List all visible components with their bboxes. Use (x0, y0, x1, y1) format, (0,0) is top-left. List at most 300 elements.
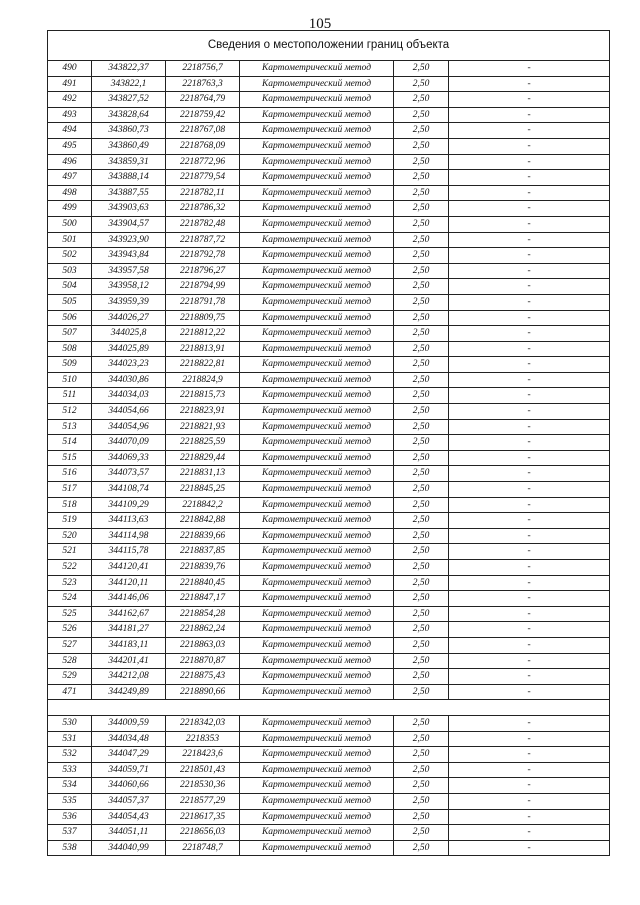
table-row (48, 185, 610, 201)
coord-y-cell: 2218840,45 (166, 575, 240, 591)
point-number-cell: 513 (48, 419, 92, 435)
coord-x-cell: 344113,63 (92, 513, 166, 529)
method-cell: Картометрический метод (240, 123, 394, 139)
coord-x-cell: 344115,78 (92, 544, 166, 560)
table-row (48, 622, 610, 638)
note-cell: - (449, 123, 610, 139)
point-number-cell: 531 (48, 731, 92, 747)
method-cell: Картометрический метод (240, 419, 394, 435)
coord-y-cell: 2218530,36 (166, 778, 240, 794)
note-cell: - (449, 637, 610, 653)
coord-x-cell: 343888,14 (92, 170, 166, 186)
coord-x-cell: 344070,09 (92, 435, 166, 451)
coord-x-cell: 343822,37 (92, 61, 166, 77)
coord-y-cell: 2218501,43 (166, 762, 240, 778)
point-number-cell: 532 (48, 747, 92, 763)
table-row (48, 310, 610, 326)
accuracy-cell: 2,50 (394, 809, 449, 825)
accuracy-cell: 2,50 (394, 591, 449, 607)
coord-y-cell: 2218831,13 (166, 466, 240, 482)
table-row (48, 450, 610, 466)
table-row (48, 170, 610, 186)
accuracy-cell: 2,50 (394, 778, 449, 794)
method-cell: Картометрический метод (240, 326, 394, 342)
point-number-cell: 497 (48, 170, 92, 186)
accuracy-cell: 2,50 (394, 248, 449, 264)
accuracy-cell: 2,50 (394, 138, 449, 154)
accuracy-cell: 2,50 (394, 326, 449, 342)
coord-x-cell: 343828,64 (92, 107, 166, 123)
note-cell: - (449, 310, 610, 326)
coord-y-cell: 2218787,72 (166, 232, 240, 248)
method-cell: Картометрический метод (240, 76, 394, 92)
coord-y-cell: 2218759,42 (166, 107, 240, 123)
note-cell: - (449, 76, 610, 92)
method-cell: Картометрический метод (240, 185, 394, 201)
method-cell: Картометрический метод (240, 731, 394, 747)
coord-x-cell: 344054,43 (92, 809, 166, 825)
note-cell: - (449, 185, 610, 201)
coord-y-cell: 2218423,6 (166, 747, 240, 763)
note-cell: - (449, 747, 610, 763)
point-number-cell: 492 (48, 92, 92, 108)
accuracy-cell: 2,50 (394, 544, 449, 560)
table-row (48, 404, 610, 420)
accuracy-cell: 2,50 (394, 232, 449, 248)
point-number-cell: 508 (48, 341, 92, 357)
point-number-cell: 504 (48, 279, 92, 295)
table-row (48, 107, 610, 123)
accuracy-cell: 2,50 (394, 669, 449, 685)
coord-y-cell: 2218794,99 (166, 279, 240, 295)
accuracy-cell: 2,50 (394, 388, 449, 404)
coord-y-cell: 2218829,44 (166, 450, 240, 466)
table-row (48, 216, 610, 232)
table-row (48, 263, 610, 279)
coord-x-cell: 344034,48 (92, 731, 166, 747)
note-cell: - (449, 825, 610, 841)
coord-x-cell: 344054,66 (92, 404, 166, 420)
coord-y-cell: 2218821,93 (166, 419, 240, 435)
method-cell: Картометрический метод (240, 154, 394, 170)
table-row (48, 684, 610, 700)
table-row (48, 61, 610, 77)
accuracy-cell: 2,50 (394, 279, 449, 295)
point-number-cell: 529 (48, 669, 92, 685)
coord-x-cell: 344023,23 (92, 357, 166, 373)
table-row (48, 341, 610, 357)
point-number-cell: 496 (48, 154, 92, 170)
point-number-cell: 515 (48, 450, 92, 466)
coord-y-cell: 2218837,85 (166, 544, 240, 560)
table-row (48, 528, 610, 544)
accuracy-cell: 2,50 (394, 482, 449, 498)
method-cell: Картометрический метод (240, 357, 394, 373)
accuracy-cell: 2,50 (394, 762, 449, 778)
note-cell: - (449, 372, 610, 388)
note-cell: - (449, 575, 610, 591)
accuracy-cell: 2,50 (394, 450, 449, 466)
note-cell: - (449, 263, 610, 279)
coord-y-cell: 2218823,91 (166, 404, 240, 420)
method-cell: Картометрический метод (240, 825, 394, 841)
table-row (48, 747, 610, 763)
coord-y-cell: 2218813,91 (166, 341, 240, 357)
table-row (48, 201, 610, 217)
method-cell: Картометрический метод (240, 482, 394, 498)
accuracy-cell: 2,50 (394, 497, 449, 513)
method-cell: Картометрический метод (240, 606, 394, 622)
accuracy-cell: 2,50 (394, 216, 449, 232)
coord-x-cell: 344181,27 (92, 622, 166, 638)
method-cell: Картометрический метод (240, 513, 394, 529)
note-cell: - (449, 61, 610, 77)
note-cell: - (449, 809, 610, 825)
coord-y-cell: 2218577,29 (166, 793, 240, 809)
table-row (48, 575, 610, 591)
point-number-cell: 511 (48, 388, 92, 404)
accuracy-cell: 2,50 (394, 341, 449, 357)
point-number-cell: 530 (48, 715, 92, 731)
method-cell: Картометрический метод (240, 92, 394, 108)
table-row (48, 388, 610, 404)
method-cell: Картометрический метод (240, 622, 394, 638)
coord-y-cell: 2218847,17 (166, 591, 240, 607)
coord-y-cell: 2218863,03 (166, 637, 240, 653)
coord-x-cell: 344109,29 (92, 497, 166, 513)
table-row (48, 357, 610, 373)
point-number-cell: 517 (48, 482, 92, 498)
coord-x-cell: 344025,8 (92, 326, 166, 342)
coord-x-cell: 344059,71 (92, 762, 166, 778)
point-number-cell: 495 (48, 138, 92, 154)
table-row (48, 606, 610, 622)
note-cell: - (449, 341, 610, 357)
point-number-cell: 490 (48, 61, 92, 77)
method-cell: Картометрический метод (240, 591, 394, 607)
accuracy-cell: 2,50 (394, 622, 449, 638)
coord-x-cell: 343860,49 (92, 138, 166, 154)
coord-y-cell: 2218768,09 (166, 138, 240, 154)
coord-x-cell: 344114,98 (92, 528, 166, 544)
accuracy-cell: 2,50 (394, 560, 449, 576)
point-number-cell: 538 (48, 840, 92, 856)
method-cell: Картометрический метод (240, 248, 394, 264)
method-cell: Картометрический метод (240, 435, 394, 451)
method-cell: Картометрический метод (240, 138, 394, 154)
point-number-cell: 537 (48, 825, 92, 841)
note-cell: - (449, 326, 610, 342)
point-number-cell: 500 (48, 216, 92, 232)
accuracy-cell: 2,50 (394, 731, 449, 747)
method-cell: Картометрический метод (240, 294, 394, 310)
accuracy-cell: 2,50 (394, 840, 449, 856)
separator-row (48, 700, 610, 716)
method-cell: Картометрический метод (240, 684, 394, 700)
method-cell: Картометрический метод (240, 310, 394, 326)
coord-x-cell: 344120,11 (92, 575, 166, 591)
note-cell: - (449, 482, 610, 498)
point-number-cell: 498 (48, 185, 92, 201)
point-number-cell: 526 (48, 622, 92, 638)
note-cell: - (449, 248, 610, 264)
table-row (48, 76, 610, 92)
point-number-cell: 536 (48, 809, 92, 825)
coord-y-cell: 2218353 (166, 731, 240, 747)
point-number-cell: 503 (48, 263, 92, 279)
coord-x-cell: 343860,73 (92, 123, 166, 139)
table-row (48, 92, 610, 108)
table-row (48, 591, 610, 607)
method-cell: Картометрический метод (240, 263, 394, 279)
method-cell: Картометрический метод (240, 388, 394, 404)
point-number-cell: 510 (48, 372, 92, 388)
note-cell: - (449, 528, 610, 544)
point-number-cell: 501 (48, 232, 92, 248)
table-row (48, 731, 610, 747)
coord-x-cell: 343903,63 (92, 201, 166, 217)
coord-x-cell: 344183,11 (92, 637, 166, 653)
coord-y-cell: 2218839,76 (166, 560, 240, 576)
method-cell: Картометрический метод (240, 61, 394, 77)
point-number-cell: 521 (48, 544, 92, 560)
note-cell: - (449, 419, 610, 435)
accuracy-cell: 2,50 (394, 653, 449, 669)
table-row (48, 809, 610, 825)
table-row (48, 669, 610, 685)
coord-y-cell: 2218842,88 (166, 513, 240, 529)
table-title: Сведения о местоположении границ объекта (48, 31, 610, 61)
point-number-cell: 509 (48, 357, 92, 373)
method-cell: Картометрический метод (240, 669, 394, 685)
point-number-cell: 535 (48, 793, 92, 809)
method-cell: Картометрический метод (240, 747, 394, 763)
method-cell: Картометрический метод (240, 279, 394, 295)
table-row (48, 123, 610, 139)
table-row (48, 560, 610, 576)
note-cell: - (449, 107, 610, 123)
table-row (48, 154, 610, 170)
coord-y-cell: 2218764,79 (166, 92, 240, 108)
coord-y-cell: 2218791,78 (166, 294, 240, 310)
note-cell: - (449, 684, 610, 700)
table-row (48, 248, 610, 264)
coord-y-cell: 2218656,03 (166, 825, 240, 841)
coord-x-cell: 343822,1 (92, 76, 166, 92)
coord-y-cell: 2218782,11 (166, 185, 240, 201)
coord-y-cell: 2218782,48 (166, 216, 240, 232)
coord-x-cell: 344051,11 (92, 825, 166, 841)
coord-y-cell: 2218815,73 (166, 388, 240, 404)
note-cell: - (449, 388, 610, 404)
note-cell: - (449, 138, 610, 154)
accuracy-cell: 2,50 (394, 435, 449, 451)
coord-y-cell: 2218796,27 (166, 263, 240, 279)
coord-x-cell: 344009,59 (92, 715, 166, 731)
note-cell: - (449, 154, 610, 170)
coord-x-cell: 343859,31 (92, 154, 166, 170)
coord-x-cell: 344025,89 (92, 341, 166, 357)
point-number-cell: 520 (48, 528, 92, 544)
accuracy-cell: 2,50 (394, 825, 449, 841)
note-cell: - (449, 435, 610, 451)
method-cell: Картометрический метод (240, 201, 394, 217)
coord-x-cell: 343943,84 (92, 248, 166, 264)
table-body (48, 31, 610, 856)
note-cell: - (449, 715, 610, 731)
coord-y-cell: 2218870,87 (166, 653, 240, 669)
point-number-cell: 514 (48, 435, 92, 451)
method-cell: Картометрический метод (240, 107, 394, 123)
accuracy-cell: 2,50 (394, 575, 449, 591)
coord-y-cell: 2218617,35 (166, 809, 240, 825)
table-row (48, 294, 610, 310)
coord-x-cell: 344054,96 (92, 419, 166, 435)
coord-y-cell: 2218822,81 (166, 357, 240, 373)
point-number-cell: 519 (48, 513, 92, 529)
note-cell: - (449, 170, 610, 186)
note-cell: - (449, 279, 610, 295)
coord-y-cell: 2218812,22 (166, 326, 240, 342)
table-title-row (48, 31, 610, 61)
coord-y-cell: 2218809,75 (166, 310, 240, 326)
point-number-cell: 471 (48, 684, 92, 700)
coord-y-cell: 2218748,7 (166, 840, 240, 856)
table-row (48, 544, 610, 560)
accuracy-cell: 2,50 (394, 170, 449, 186)
coord-y-cell: 2218772,96 (166, 154, 240, 170)
coord-x-cell: 344047,29 (92, 747, 166, 763)
table-row (48, 466, 610, 482)
coord-y-cell: 2218890,66 (166, 684, 240, 700)
note-cell: - (449, 622, 610, 638)
method-cell: Картометрический метод (240, 341, 394, 357)
coord-x-cell: 344249,89 (92, 684, 166, 700)
note-cell: - (449, 450, 610, 466)
point-number-cell: 525 (48, 606, 92, 622)
method-cell: Картометрический метод (240, 840, 394, 856)
coord-y-cell: 2218779,54 (166, 170, 240, 186)
accuracy-cell: 2,50 (394, 404, 449, 420)
coord-y-cell: 2218792,78 (166, 248, 240, 264)
method-cell: Картометрический метод (240, 528, 394, 544)
method-cell: Картометрический метод (240, 637, 394, 653)
table-row (48, 497, 610, 513)
table-row (48, 435, 610, 451)
coord-x-cell: 343887,55 (92, 185, 166, 201)
coord-x-cell: 344069,33 (92, 450, 166, 466)
note-cell: - (449, 216, 610, 232)
coord-x-cell: 343957,58 (92, 263, 166, 279)
table-row (48, 372, 610, 388)
coord-x-cell: 344201,41 (92, 653, 166, 669)
coord-y-cell: 2218862,24 (166, 622, 240, 638)
note-cell: - (449, 466, 610, 482)
method-cell: Картометрический метод (240, 216, 394, 232)
separator-cell (48, 700, 610, 716)
point-number-cell: 527 (48, 637, 92, 653)
coord-y-cell: 2218786,32 (166, 201, 240, 217)
note-cell: - (449, 778, 610, 794)
coord-y-cell: 2218845,25 (166, 482, 240, 498)
point-number-cell: 499 (48, 201, 92, 217)
note-cell: - (449, 294, 610, 310)
point-number-cell: 506 (48, 310, 92, 326)
method-cell: Картометрический метод (240, 232, 394, 248)
coord-y-cell: 2218825,59 (166, 435, 240, 451)
coord-x-cell: 343958,12 (92, 279, 166, 295)
table-row (48, 778, 610, 794)
point-number-cell: 533 (48, 762, 92, 778)
accuracy-cell: 2,50 (394, 92, 449, 108)
point-number-cell: 518 (48, 497, 92, 513)
accuracy-cell: 2,50 (394, 372, 449, 388)
coord-x-cell: 344162,67 (92, 606, 166, 622)
boundary-coordinates-table (47, 30, 610, 856)
note-cell: - (449, 653, 610, 669)
coord-x-cell: 344146,06 (92, 591, 166, 607)
point-number-cell: 522 (48, 560, 92, 576)
table-row (48, 513, 610, 529)
method-cell: Картометрический метод (240, 497, 394, 513)
accuracy-cell: 2,50 (394, 466, 449, 482)
coord-x-cell: 343904,57 (92, 216, 166, 232)
method-cell: Картометрический метод (240, 762, 394, 778)
accuracy-cell: 2,50 (394, 61, 449, 77)
accuracy-cell: 2,50 (394, 793, 449, 809)
page-number: 105 (308, 16, 332, 32)
accuracy-cell: 2,50 (394, 107, 449, 123)
table-row (48, 138, 610, 154)
point-number-cell: 493 (48, 107, 92, 123)
accuracy-cell: 2,50 (394, 606, 449, 622)
coord-y-cell: 2218767,08 (166, 123, 240, 139)
point-number-cell: 512 (48, 404, 92, 420)
coord-x-cell: 344026,27 (92, 310, 166, 326)
table-row (48, 419, 610, 435)
table-row (48, 326, 610, 342)
note-cell: - (449, 201, 610, 217)
method-cell: Картометрический метод (240, 450, 394, 466)
coord-y-cell: 2218824,9 (166, 372, 240, 388)
table-row (48, 653, 610, 669)
coord-x-cell: 343923,90 (92, 232, 166, 248)
note-cell: - (449, 92, 610, 108)
coord-x-cell: 344057,37 (92, 793, 166, 809)
method-cell: Картометрический метод (240, 793, 394, 809)
point-number-cell: 534 (48, 778, 92, 794)
note-cell: - (449, 232, 610, 248)
coord-x-cell: 344030,86 (92, 372, 166, 388)
accuracy-cell: 2,50 (394, 123, 449, 139)
method-cell: Картометрический метод (240, 560, 394, 576)
coord-x-cell: 344060,66 (92, 778, 166, 794)
point-number-cell: 507 (48, 326, 92, 342)
note-cell: - (449, 544, 610, 560)
note-cell: - (449, 513, 610, 529)
note-cell: - (449, 840, 610, 856)
coord-x-cell: 343827,52 (92, 92, 166, 108)
coord-y-cell: 2218756,7 (166, 61, 240, 77)
table-row (48, 482, 610, 498)
note-cell: - (449, 731, 610, 747)
coord-y-cell: 2218763,3 (166, 76, 240, 92)
accuracy-cell: 2,50 (394, 528, 449, 544)
coord-y-cell: 2218854,28 (166, 606, 240, 622)
table-row (48, 840, 610, 856)
note-cell: - (449, 357, 610, 373)
coord-y-cell: 2218342,03 (166, 715, 240, 731)
